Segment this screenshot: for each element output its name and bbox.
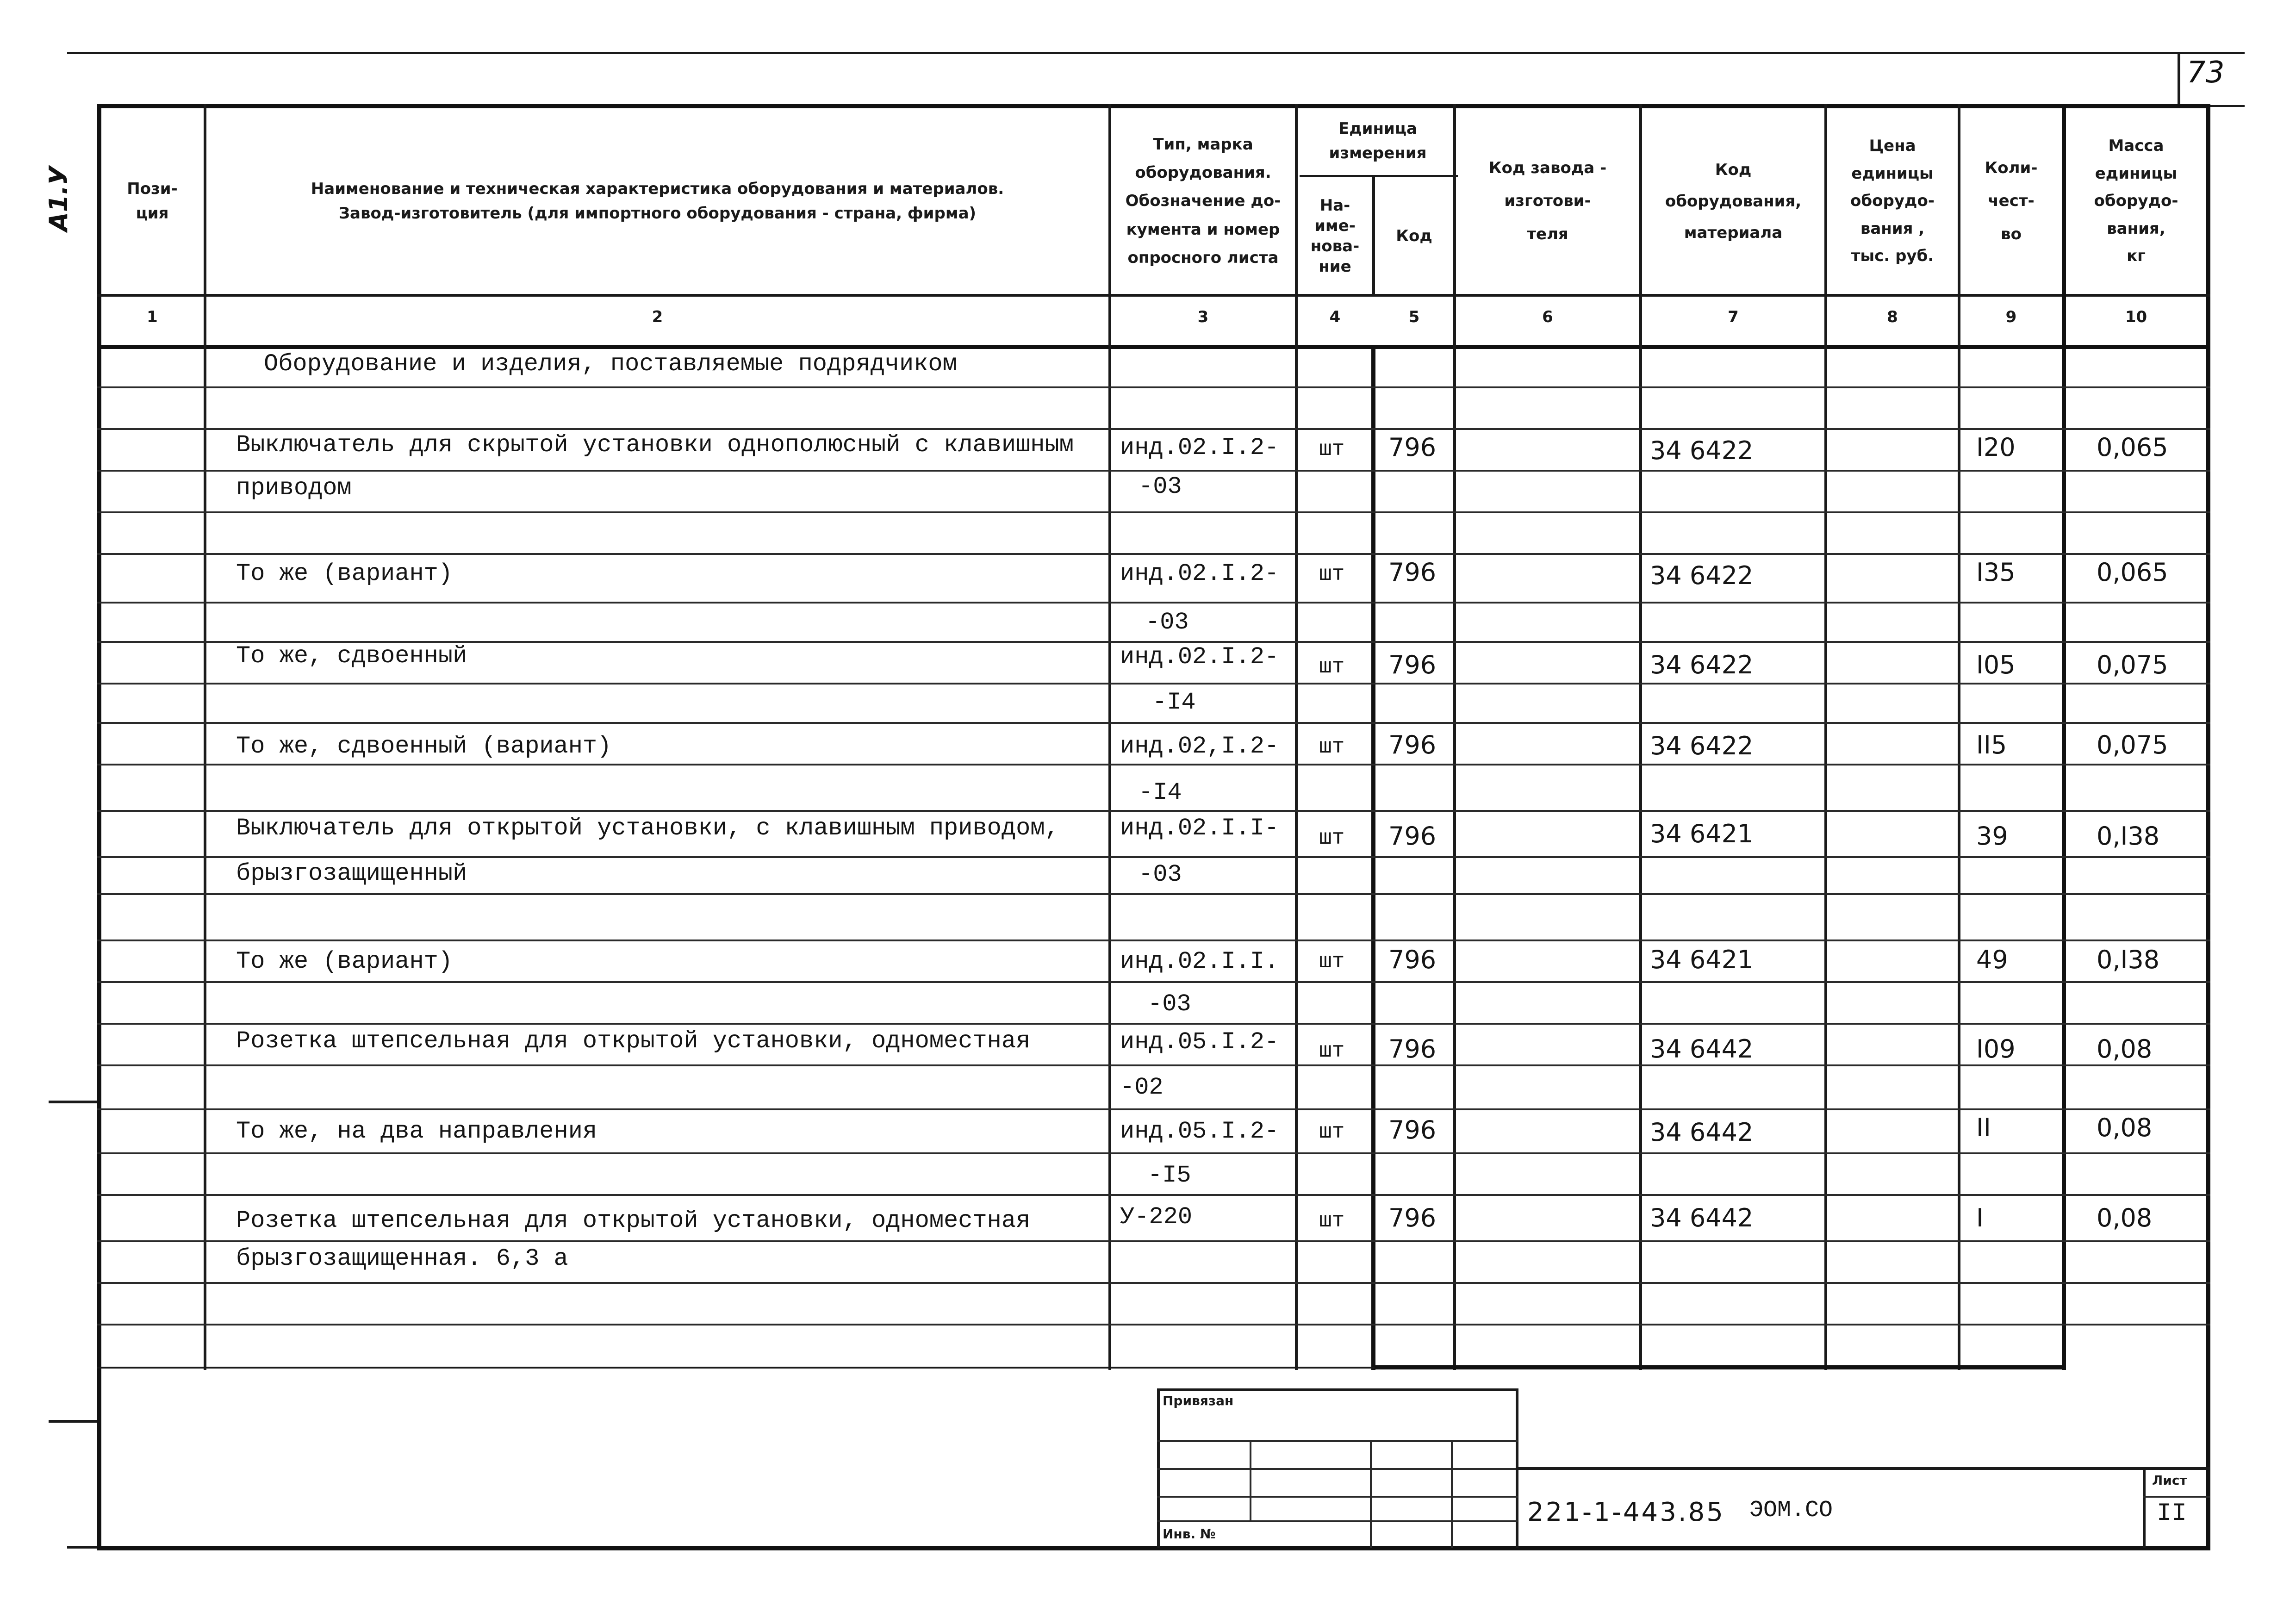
col-header-unit-code: Код <box>1396 226 1432 245</box>
doc-code: ЭОМ.СО <box>1749 1497 1833 1524</box>
stamp-inv-label: Инв. № <box>1163 1526 1216 1542</box>
row-line <box>97 602 2210 604</box>
item-type-cont: -03 <box>1145 609 1189 636</box>
stamp-line <box>1157 1496 1518 1498</box>
col-header-name: Наименование и техническая характеристика оборудования и материалов. Завод-изготовитель (для импортного оборудования - страна, фирма) <box>311 180 1004 223</box>
item-code: 34 6422 <box>1650 650 1754 679</box>
top-border-line <box>67 52 2245 54</box>
corner-box-line <box>2178 52 2180 107</box>
item-unit: шт <box>1319 437 1345 461</box>
row-line <box>97 470 2210 472</box>
item-type: инд.02.I.2- <box>1120 434 1279 461</box>
col-header-unit-name: На- име- нова- ние <box>1310 196 1360 276</box>
item-unit-code: 796 <box>1388 821 1437 851</box>
item-code: 34 6422 <box>1650 731 1754 760</box>
item-unit-code: 796 <box>1388 1034 1437 1064</box>
item-type: инд.02.I.I- <box>1120 815 1279 842</box>
bold-region-bottom <box>1371 1365 2066 1369</box>
col-number: 6 <box>1542 308 1553 326</box>
item-mass: 0,075 <box>2097 730 2168 759</box>
item-name: Розетка штепсельная для открытой установки, одноместная <box>236 1027 1031 1055</box>
col-line <box>1639 104 1642 1370</box>
item-quantity: I05 <box>1976 650 2016 679</box>
item-code: 34 6422 <box>1650 436 1754 465</box>
row-line <box>97 722 2210 724</box>
col-number: 3 <box>1197 308 1209 326</box>
item-quantity: 49 <box>1976 945 2008 974</box>
col-header-type: Тип, марка оборудования. Обозначение до- кумента и номер опросного листа <box>1125 135 1281 267</box>
unit-group-line <box>1300 175 1458 177</box>
item-name: То же, на два направления <box>236 1118 597 1145</box>
row-line <box>97 428 2210 430</box>
col-number: 4 <box>1329 308 1341 326</box>
stamp-line <box>2143 1467 2146 1548</box>
item-mass: 0,075 <box>2097 650 2168 679</box>
item-type: инд.05.I.2- <box>1120 1118 1279 1145</box>
doc-number: 221-1-443.85 <box>1527 1497 1725 1527</box>
item-quantity: I <box>1976 1203 1984 1232</box>
col-line <box>1958 104 1960 1370</box>
item-quantity: II <box>1976 1113 1991 1142</box>
item-name: То же, сдвоенный <box>236 642 467 670</box>
row-line <box>97 940 2210 941</box>
item-unit: шт <box>1319 562 1345 586</box>
row-line <box>97 1282 2210 1284</box>
row-line <box>97 1064 2210 1066</box>
item-unit-code: 796 <box>1388 730 1437 759</box>
item-code: 34 6422 <box>1650 561 1754 590</box>
stamp-line <box>1250 1440 1251 1521</box>
item-quantity: 39 <box>1976 821 2008 851</box>
col-line-bold <box>2062 104 2066 1370</box>
item-name: Выключатель для открытой установки, с клавишным приводом, <box>236 815 1059 842</box>
col-header-position: Пози- ция <box>127 180 178 223</box>
item-code: 34 6442 <box>1650 1118 1754 1147</box>
item-name: Розетка штепсельная для открытой установки, одноместная <box>236 1207 1031 1234</box>
item-unit-code: 796 <box>1388 1115 1437 1145</box>
item-unit: шт <box>1319 826 1345 850</box>
item-name: Выключатель для скрытой установки однополюсный с клавишным <box>236 431 1074 459</box>
stamp-attached-label: Привязан <box>1163 1393 1234 1408</box>
item-code: 34 6442 <box>1650 1203 1754 1232</box>
row-line <box>97 981 2210 983</box>
col-line <box>1108 104 1111 1370</box>
row-line <box>97 1023 2210 1025</box>
col-line <box>1824 104 1827 1370</box>
item-mass: 0,065 <box>2097 558 2168 587</box>
col-number: 5 <box>1408 308 1420 326</box>
item-unit: шт <box>1319 655 1345 679</box>
item-type: У-220 <box>1120 1203 1193 1231</box>
col-number: 9 <box>2005 308 2017 326</box>
row-line <box>97 1240 2210 1242</box>
item-unit: шт <box>1319 1120 1345 1144</box>
col-line <box>1453 104 1456 1370</box>
header-bottom-line <box>97 294 2210 297</box>
item-code: 34 6442 <box>1650 1034 1754 1064</box>
item-quantity: I20 <box>1976 433 2016 462</box>
item-name: То же (вариант) <box>236 560 453 587</box>
col-header-price: Цена единицы оборудо- вания , тыс. руб. <box>1850 137 1935 266</box>
item-type: инд.02.I.2- <box>1120 643 1279 671</box>
item-mass: 0,08 <box>2097 1113 2153 1142</box>
sheet-label: Лист <box>2152 1473 2187 1488</box>
item-unit: шт <box>1319 1209 1345 1233</box>
item-quantity: I35 <box>1976 558 2016 587</box>
item-type-cont: -03 <box>1148 990 1191 1018</box>
col-header-unit-group: Единица измерения <box>1329 119 1427 162</box>
item-type-cont: -I5 <box>1148 1162 1191 1189</box>
col-line <box>204 104 206 1370</box>
item-type-cont: -I4 <box>1152 689 1196 716</box>
page-corner-number: 73 <box>2187 56 2225 90</box>
col-header-factory-code: Код завода - изготови- теля <box>1488 158 1607 243</box>
col-number: 8 <box>1887 308 1898 326</box>
col-header-mass: Масса единицы оборудо- вания, кг <box>2094 137 2178 266</box>
side-mark: А1.У <box>44 166 73 231</box>
item-mass: 0,08 <box>2097 1034 2153 1064</box>
item-name-cont: брызгозащищенный <box>236 860 467 887</box>
item-name: То же, сдвоенный (вариант) <box>236 733 612 760</box>
item-type: инд.05.I.2- <box>1120 1028 1279 1056</box>
row-line <box>97 856 2210 858</box>
item-type-cont: -03 <box>1139 473 1182 500</box>
item-type: инд.02.I.I. <box>1120 948 1279 975</box>
stamp-line <box>1370 1440 1372 1548</box>
stamp-line <box>1516 1467 2210 1470</box>
item-unit: шт <box>1319 1039 1345 1063</box>
margin-tick <box>49 1101 97 1103</box>
item-name-cont: приводом <box>236 474 352 502</box>
col-line <box>1295 104 1298 1370</box>
row-line <box>97 553 2210 555</box>
item-quantity: II5 <box>1976 730 2007 759</box>
stamp-line <box>1157 1440 1518 1442</box>
col-header-equipment-code: Код оборудования, материала <box>1665 161 1802 242</box>
item-mass: 0,08 <box>2097 1203 2153 1232</box>
item-mass: 0,065 <box>2097 433 2168 462</box>
item-mass: 0,I38 <box>2097 821 2160 851</box>
item-type: инд.02.I.2- <box>1120 560 1279 587</box>
item-unit-code: 796 <box>1388 945 1437 974</box>
table-end-line <box>97 1367 1375 1369</box>
margin-tick <box>49 1420 97 1423</box>
row-line <box>97 810 2210 812</box>
item-unit-code: 796 <box>1388 558 1437 587</box>
item-code: 34 6421 <box>1650 819 1754 848</box>
section-title: Оборудование и изделия, поставляемые подрядчиком <box>264 350 957 378</box>
stamp-line <box>1451 1440 1453 1548</box>
stamp-line <box>1157 1388 1518 1391</box>
col-number: 7 <box>1728 308 1739 326</box>
item-name: То же (вариант) <box>236 948 453 975</box>
row-line <box>97 1324 2210 1325</box>
item-type-cont: -03 <box>1139 861 1182 888</box>
stamp-line <box>1157 1520 1518 1522</box>
table-bottom-border <box>97 1546 2210 1550</box>
item-unit-code: 796 <box>1388 1203 1437 1232</box>
table-right-border <box>2206 104 2210 1550</box>
row-line <box>97 1194 2210 1196</box>
col-number: 2 <box>652 308 663 326</box>
row-line <box>97 764 2210 765</box>
numbers-row-line <box>97 345 2210 349</box>
row-line <box>97 511 2210 513</box>
item-mass: 0,I38 <box>2097 945 2160 974</box>
item-quantity: I09 <box>1976 1034 2016 1064</box>
stamp-line <box>2143 1496 2210 1498</box>
col-header-quantity: Коли- чест- во <box>1985 158 2038 243</box>
item-unit-code: 796 <box>1388 433 1437 462</box>
item-type-cont: -02 <box>1120 1074 1164 1101</box>
row-line <box>97 1152 2210 1154</box>
margin-tick <box>67 1546 102 1549</box>
table-top-border <box>97 104 2210 108</box>
item-unit-code: 796 <box>1388 650 1437 679</box>
item-type-cont: -I4 <box>1139 779 1182 806</box>
item-code: 34 6421 <box>1650 945 1754 974</box>
sheet-number: II <box>2157 1500 2187 1528</box>
item-type: инд.02,I.2- <box>1120 733 1279 760</box>
col-number: 10 <box>2125 308 2147 326</box>
item-name-cont: брызгозащищенная. 6,3 а <box>236 1245 568 1272</box>
item-unit: шт <box>1319 950 1345 974</box>
col-number: 1 <box>147 308 158 326</box>
stamp-line <box>1157 1468 1518 1470</box>
row-line <box>97 1108 2210 1110</box>
row-line <box>97 386 2210 388</box>
row-line <box>97 683 2210 684</box>
row-line <box>97 893 2210 895</box>
item-unit: шт <box>1319 735 1345 759</box>
